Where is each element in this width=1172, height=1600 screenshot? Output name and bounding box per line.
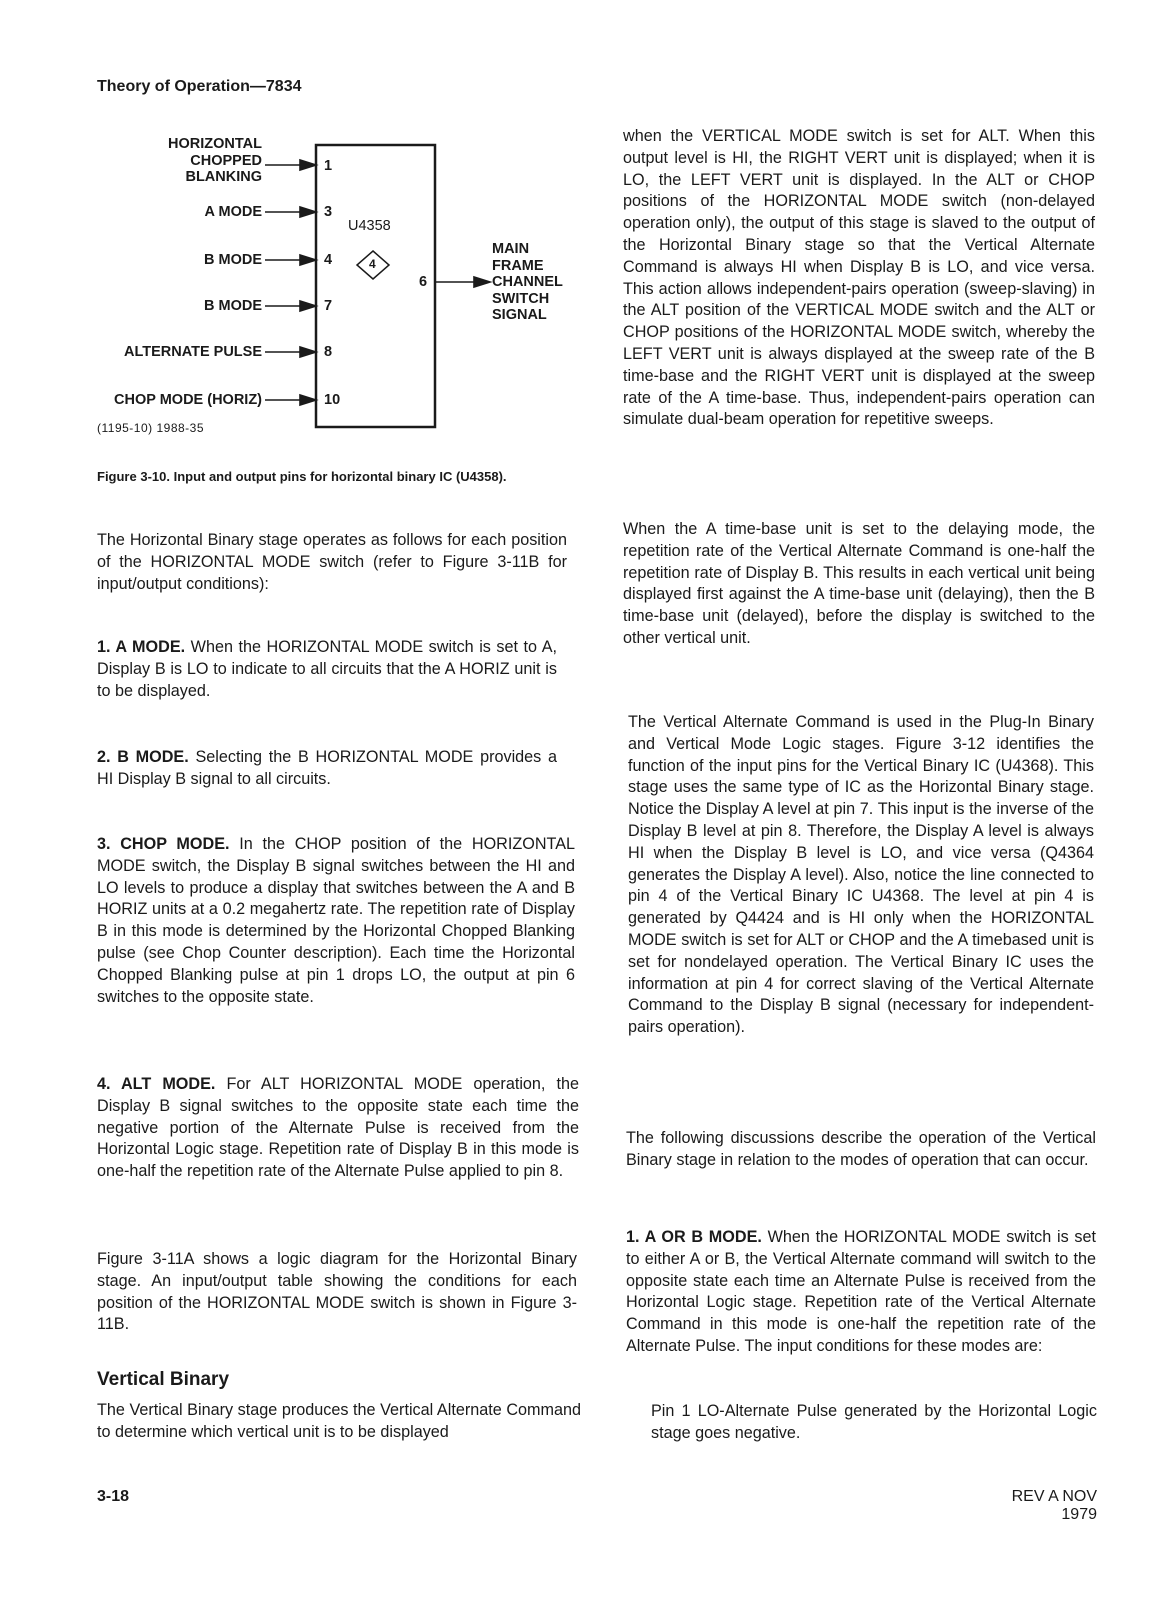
a-or-b-mode-title: 1. A OR B MODE. [626,1228,762,1246]
pin-1-condition: Pin 1 LO-Alternate Pulse generated by the Horizontal Logic stage goes negative. [651,1402,1097,1442]
ic-body [316,145,435,427]
pin-6: 6 [419,274,428,290]
chop-mode-title: 3. CHOP MODE. [97,835,230,853]
right-paragraph-4: The following discussions describe the operation of the Vertical Binary stage in relation to the modes of operation that can occur. [626,1129,1096,1169]
pin-1: 1 [324,158,333,174]
alt-mode-text: For ALT HORIZONTAL MODE operation, the Display B signal switches to the opposite state each time the negative portion of the Alternate Pulse is received from the Horizontal Logic stage. Repetition rate of Display B in this mode is one-half the repetition rate of the Alternate Pulse applied to pin 8. [97,1075,579,1181]
intro-paragraph: The Horizontal Binary stage operates as follows for each position of the HORIZONTAL MODE switch (refer to Figure 3-11B for input/output conditions): [97,531,567,593]
input-label-b-mode-4: B MODE [204,252,262,268]
alt-mode-title: 4. ALT MODE. [97,1075,216,1093]
pin-3: 3 [324,204,333,220]
pin-8: 8 [324,344,333,360]
right-paragraph-1: when the VERTICAL MODE switch is set for ALT. When this output level is HI, the RIGHT VERT unit is displayed; when it is LO, the LEFT VERT unit is displayed. In the ALT or CHOP positions of the HORIZONTAL MODE switch (non-delayed operation only), the output of this stage is slaved to the output of the Horizontal Binary stage so that the Vertical Alternate Command is always HI when Display B is LO, and vice versa. This action allows independent-pairs operation (sweep-slaving) in the ALT position of the VERTICAL MODE switch and the ALT or CHOP positions of the HORIZONTAL MODE switch, whereby the LEFT VERT unit is always displayed at the sweep rate of the B time-base and the RIGHT VERT unit is displayed at the sweep rate of the A time-base. Thus, independent-pairs operation can simulate dual-beam operation for repetitive sweeps. [623,127,1095,429]
output-label: MAIN FRAME CHANNEL SWITCH SIGNAL [492,241,563,323]
chop-mode-text: In the CHOP position of the HORIZONTAL MODE switch, the Display B signal switches between the HI and LO levels to produce a display that switches between the A and B HORIZ units at a 0.2 megahertz rate. The repetition rate of Display B in this mode is determined by the Horizontal Chopped Blanking pulse (see Chop Counter description). Each time the Horizontal Chopped Blanking pulse at pin 1 drops LO, the output at pin 6 switches to the opposite state. [97,835,575,1006]
b-mode-text: Selecting the B HORIZONTAL MODE provides a HI Display B signal to all circuits. [97,748,557,788]
chop-mode-paragraph [97,834,575,1008]
a-mode-paragraph [97,637,557,702]
b-mode-title: 2. B MODE. [97,748,189,766]
pin-4: 4 [324,252,333,268]
ic-name: U4358 [348,218,391,234]
page-header: Theory of Operation—7834 [97,78,302,95]
input-arrows [265,160,316,405]
a-mode-text: When the HORIZONTAL MODE switch is set to A, Display B is LO to indicate to all circuits that the A HORIZ unit is to be displayed. [97,638,557,700]
figure-ref: (1195-10) 1988-35 [97,421,205,435]
a-or-b-mode-paragraph [626,1227,1096,1358]
pin-7: 7 [324,298,333,314]
b-mode-paragraph [97,747,557,791]
input-label-b-mode-7: B MODE [204,298,262,314]
right-paragraph-2: When the A time-base unit is set to the delaying mode, the repetition rate of the Vertical Alternate Command is one-half the repetition rate of Display B. This results in each vertical unit being displayed first against the A time-base unit (delaying), then the B time-base unit (delayed), before the display is switched to the other vertical unit. [623,520,1095,647]
figure-caption: Figure 3-10. Input and output pins for horizontal binary IC (U4358). [97,469,507,484]
a-or-b-mode-text: When the HORIZONTAL MODE switch is set to either A or B, the Vertical Alternate command will switch to the opposite state each time an Alternate Pulse is received from the Horizontal Logic stage. Repetition rate of the Vertical Alternate Command in this mode is one-half the repetition rate of the Alternate Pulse. The input conditions for these modes are: [626,1228,1096,1355]
input-label-h-chop: HORIZONTAL CHOPPED BLANKING [168,136,262,185]
right-paragraph-3: The Vertical Alternate Command is used in the Plug-In Binary and Vertical Mode Logic stages. Figure 3-12 identifies the function of the input pins for the Vertical Binary IC (U4368). This stage uses the same type of IC as the Horizontal Binary stage. Notice the Display A level at pin 7. This input is the inverse of the Display B level at pin 8. Therefore, the Display A level is always HI when the Display B level is LO, and vice versa (Q4364 generates the Display A level). Also, notice the line connected to pin 4 of the Vertical Binary IC U4368. The level at pin 4 is generated by Q4424 and is HI only when the HORIZONTAL MODE switch is set for ALT or CHOP and the A timebased unit is set for nondelayed operation. The Vertical Binary IC uses the information at pin 4 for correct slaving of the Vertical Alternate Command to the Display B signal (necessary for independent-pairs operation). [628,713,1094,1037]
revision-date: REV A NOV 1979 [1011,1488,1097,1523]
ic-symbol-number: 4 [369,257,376,271]
page-number: 3-18 [97,1488,130,1505]
a-mode-title: 1. A MODE. [97,638,186,656]
input-label-chop-horiz: CHOP MODE (HORIZ) [114,392,262,408]
pin-10: 10 [324,392,341,408]
alt-mode-paragraph [97,1074,579,1183]
input-label-a-mode: A MODE [204,204,262,220]
figure-3-11-paragraph: Figure 3-11A shows a logic diagram for the Horizontal Binary stage. An input/output table showing the conditions for each position of the HORIZONTAL MODE switch is shown in Figure 3-11B. [97,1250,577,1334]
output-arrow [435,277,490,287]
vertical-binary-paragraph: The Vertical Binary stage produces the Vertical Alternate Command to determine which vertical unit is to be displayed [97,1401,581,1441]
vertical-binary-heading: Vertical Binary [97,1369,230,1390]
input-label-alt-pulse: ALTERNATE PULSE [123,344,262,360]
